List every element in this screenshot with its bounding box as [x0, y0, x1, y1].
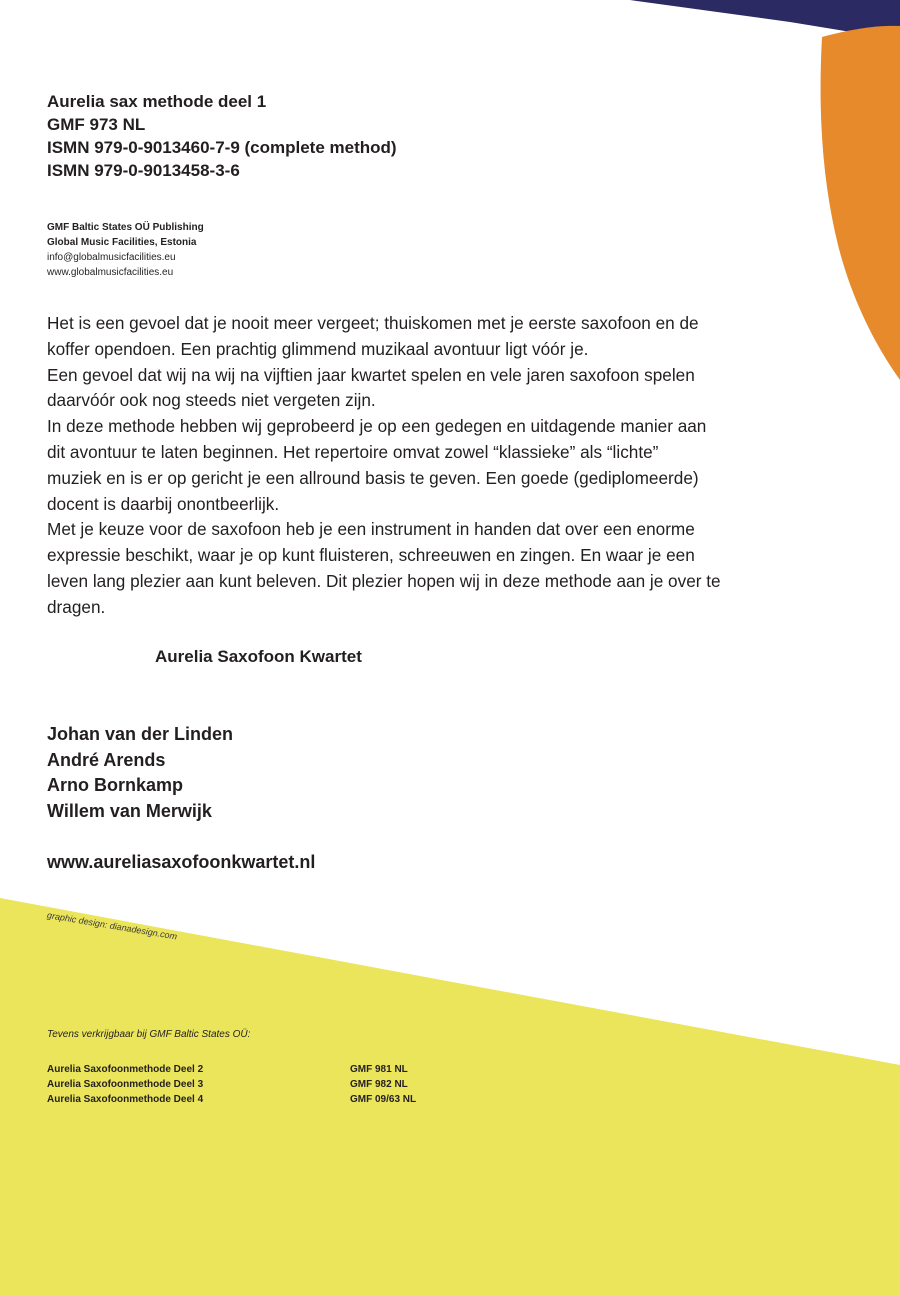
intro-line: Het is een gevoel dat je nooit meer vergeet; thuiskomen met je eerste saxofoon en de — [47, 313, 699, 333]
publisher-web: www.globalmusicfacilities.eu — [47, 267, 174, 278]
ismn-complete-method: ISMN 979-0-9013460-7-9 (complete method) — [47, 138, 397, 157]
item-name: Aurelia Saxofoonmethode Deel 4 — [47, 1094, 204, 1105]
intro-line: expressie beschikt, waar je op kunt fluisteren, schreeuwen en zingen. En waar je een — [47, 545, 695, 566]
intro-line: dit avontuur te laten beginnen. Het repertoire omvat zowel “klassieke” als “lichte” — [47, 441, 659, 462]
intro-line: Met je keuze voor de saxofoon heb je een instrument in handen dat over een enorme — [47, 519, 695, 540]
intro-line: In deze methode hebben wij geprobeerd je op een gedegen en uitdagende manier aan — [47, 416, 707, 437]
list-item — [47, 1062, 467, 1077]
intro-line: leven lang plezier aan kunt beleven. Dit plezier hopen wij in deze methode aan je over te — [47, 570, 721, 591]
publication-title: Aurelia sax methode deel 1 — [47, 92, 267, 111]
quartet-website: www.aureliasaxofoonkwartet.nl — [47, 852, 316, 872]
intro-line: muziek en is er op gericht je een allround basis te geven. Een goede (gediplomeerde) — [47, 467, 699, 488]
intro-line: dragen. — [47, 596, 106, 617]
member-name: Willem van Merwijk — [47, 800, 212, 821]
intro-line: daarvóór ook nog steeds niet vergeten zijn. — [47, 390, 376, 411]
publisher-org: Global Music Facilities, Estonia — [47, 237, 197, 248]
design-credit: graphic design: dianadesign.com — [46, 910, 178, 942]
intro-line: Een gevoel dat wij na wij na vijftien jaar kwartet spelen en vele jaren saxofoon spelen — [47, 364, 695, 385]
publication-code: GMF 973 NL — [47, 115, 146, 134]
item-code: GMF 981 NL — [350, 1064, 408, 1075]
publication-info — [47, 90, 397, 182]
publisher-block — [47, 220, 204, 280]
quartet-signature: Aurelia Saxofoon Kwartet — [155, 647, 362, 666]
item-name: Aurelia Saxofoonmethode Deel 2 — [47, 1064, 204, 1075]
item-name: Aurelia Saxofoonmethode Deel 3 — [47, 1079, 204, 1090]
member-name: Johan van der Linden — [47, 724, 234, 744]
ismn-number: ISMN 979-0-9013458-3-6 — [47, 161, 240, 180]
list-item — [47, 1092, 467, 1107]
also-available-title: Tevens verkrijgbaar bij GMF Baltic States OÜ: — [47, 1029, 251, 1040]
quartet-members — [47, 722, 233, 824]
item-code: GMF 982 NL — [350, 1079, 408, 1090]
also-available-list — [47, 1062, 467, 1107]
publisher-email: info@globalmusicfacilities.eu — [47, 252, 176, 263]
intro-line: koffer opendoen. Een prachtig glimmend muzikaal avontuur ligt vóór je. — [47, 338, 589, 359]
publisher-name: GMF Baltic States OÜ Publishing — [47, 222, 204, 233]
item-code: GMF 09/63 NL — [350, 1094, 417, 1105]
list-item — [47, 1077, 467, 1092]
intro-line: docent is daarbij onontbeerlijk. — [47, 493, 280, 514]
intro-text — [47, 311, 807, 621]
member-name: André Arends — [47, 749, 166, 770]
member-name: Arno Bornkamp — [47, 775, 184, 795]
